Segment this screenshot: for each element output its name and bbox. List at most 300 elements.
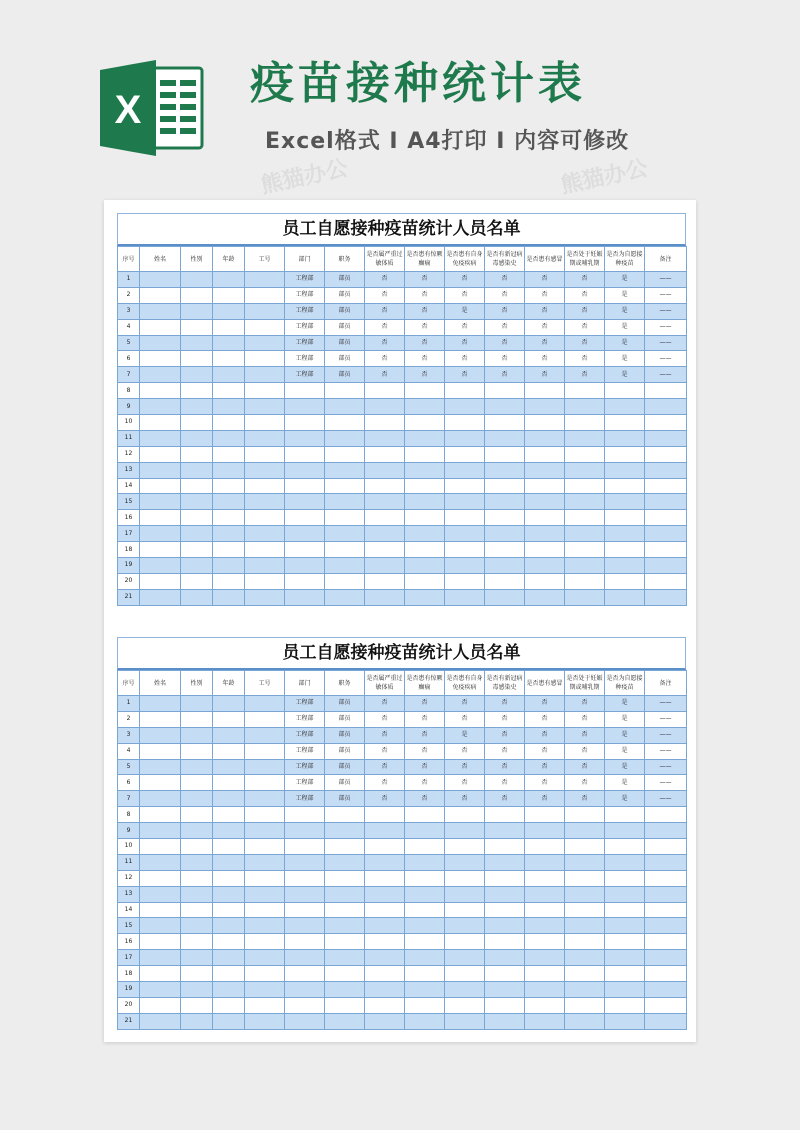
table-cell[interactable] [445,823,485,839]
table-cell[interactable] [645,542,687,558]
table-cell[interactable] [245,1013,285,1029]
table-cell[interactable] [525,415,565,431]
table-cell[interactable]: 否 [405,696,445,712]
table-cell[interactable] [365,573,405,589]
table-cell[interactable] [285,854,325,870]
table-cell[interactable]: 否 [445,319,485,335]
table-cell[interactable]: 否 [405,287,445,303]
table-cell[interactable] [285,526,325,542]
table-cell[interactable] [181,542,213,558]
table-cell[interactable] [365,558,405,574]
table-cell[interactable] [181,272,213,288]
table-cell[interactable]: —— [645,696,687,712]
table-cell[interactable] [605,510,645,526]
table-cell[interactable] [645,870,687,886]
table-cell[interactable]: 否 [525,367,565,383]
table-cell[interactable] [525,510,565,526]
table-cell[interactable]: 否 [365,775,405,791]
table-cell[interactable] [645,526,687,542]
table-cell[interactable] [213,589,245,605]
table-cell[interactable] [565,399,605,415]
table-cell[interactable] [213,1013,245,1029]
table-cell[interactable]: 否 [565,791,605,807]
table-cell[interactable] [645,510,687,526]
table-cell[interactable]: 11 [118,854,140,870]
table-cell[interactable] [325,966,365,982]
table-cell[interactable] [181,823,213,839]
table-cell[interactable] [645,589,687,605]
table-cell[interactable] [285,399,325,415]
table-cell[interactable] [325,573,365,589]
table-cell[interactable]: 是 [605,287,645,303]
table-cell[interactable] [565,886,605,902]
table-cell[interactable]: 部员 [325,287,365,303]
table-cell[interactable] [181,711,213,727]
table-cell[interactable] [605,854,645,870]
table-cell[interactable] [645,1013,687,1029]
table-cell[interactable] [445,446,485,462]
table-cell[interactable]: —— [645,351,687,367]
table-cell[interactable]: 21 [118,1013,140,1029]
table-cell[interactable] [365,870,405,886]
table-cell[interactable]: 否 [365,272,405,288]
table-cell[interactable] [285,589,325,605]
table-cell[interactable] [140,462,181,478]
table-cell[interactable]: —— [645,335,687,351]
table-cell[interactable] [445,510,485,526]
table-cell[interactable] [565,542,605,558]
table-cell[interactable] [565,823,605,839]
table-cell[interactable] [525,918,565,934]
table-cell[interactable] [565,918,605,934]
table-cell[interactable] [213,997,245,1013]
table-cell[interactable] [605,997,645,1013]
table-cell[interactable] [285,446,325,462]
table-cell[interactable]: —— [645,367,687,383]
table-cell[interactable]: 否 [405,351,445,367]
table-cell[interactable]: 否 [485,335,525,351]
table-cell[interactable] [140,727,181,743]
table-cell[interactable] [245,446,285,462]
table-cell[interactable] [645,966,687,982]
table-cell[interactable]: 否 [445,711,485,727]
table-cell[interactable] [325,918,365,934]
table-cell[interactable] [285,918,325,934]
table-cell[interactable] [405,383,445,399]
table-cell[interactable] [213,430,245,446]
table-cell[interactable] [140,886,181,902]
table-cell[interactable]: 工程部 [285,335,325,351]
table-cell[interactable] [445,430,485,446]
table-cell[interactable]: 工程部 [285,711,325,727]
table-cell[interactable] [213,854,245,870]
table-cell[interactable] [181,902,213,918]
table-cell[interactable] [285,886,325,902]
table-cell[interactable] [213,383,245,399]
table-cell[interactable] [140,982,181,998]
table-cell[interactable] [325,934,365,950]
table-cell[interactable] [245,272,285,288]
table-cell[interactable]: 否 [485,303,525,319]
table-cell[interactable] [140,526,181,542]
table-cell[interactable] [181,918,213,934]
table-cell[interactable]: 否 [485,775,525,791]
table-cell[interactable] [605,823,645,839]
table-cell[interactable] [645,823,687,839]
table-cell[interactable] [325,558,365,574]
table-cell[interactable] [365,510,405,526]
table-cell[interactable] [140,415,181,431]
table-cell[interactable] [365,383,405,399]
table-cell[interactable] [181,478,213,494]
table-cell[interactable] [325,902,365,918]
table-cell[interactable] [245,807,285,823]
table-cell[interactable] [181,494,213,510]
table-cell[interactable] [325,446,365,462]
table-cell[interactable] [445,982,485,998]
table-cell[interactable] [565,902,605,918]
table-cell[interactable] [213,886,245,902]
table-cell[interactable]: 20 [118,573,140,589]
table-cell[interactable]: 否 [525,791,565,807]
table-cell[interactable] [181,870,213,886]
table-cell[interactable]: 13 [118,462,140,478]
table-cell[interactable] [645,446,687,462]
table-cell[interactable]: 部员 [325,743,365,759]
table-cell[interactable] [485,494,525,510]
table-cell[interactable] [565,383,605,399]
table-cell[interactable] [140,446,181,462]
table-cell[interactable] [181,886,213,902]
table-cell[interactable] [525,886,565,902]
table-cell[interactable] [181,982,213,998]
table-cell[interactable]: —— [645,759,687,775]
table-cell[interactable] [140,367,181,383]
table-cell[interactable] [181,950,213,966]
table-cell[interactable] [140,902,181,918]
table-cell[interactable] [181,839,213,855]
table-cell[interactable] [485,934,525,950]
table-cell[interactable]: 否 [405,791,445,807]
table-cell[interactable] [213,415,245,431]
table-cell[interactable] [365,542,405,558]
table-cell[interactable]: 工程部 [285,791,325,807]
table-cell[interactable] [245,510,285,526]
table-cell[interactable]: 否 [405,367,445,383]
table-cell[interactable]: 部员 [325,367,365,383]
table-cell[interactable]: 否 [485,351,525,367]
table-cell[interactable] [445,573,485,589]
table-cell[interactable] [181,351,213,367]
table-cell[interactable] [365,839,405,855]
table-cell[interactable]: 否 [405,743,445,759]
table-cell[interactable] [445,870,485,886]
table-cell[interactable] [445,902,485,918]
table-cell[interactable] [485,399,525,415]
table-cell[interactable]: 工程部 [285,319,325,335]
table-cell[interactable] [245,367,285,383]
table-cell[interactable]: 否 [485,759,525,775]
table-cell[interactable] [213,399,245,415]
table-cell[interactable] [405,870,445,886]
table-cell[interactable] [405,854,445,870]
table-cell[interactable]: 部员 [325,775,365,791]
table-cell[interactable] [213,478,245,494]
table-cell[interactable] [565,807,605,823]
table-cell[interactable] [365,430,405,446]
table-cell[interactable] [325,478,365,494]
table-cell[interactable]: —— [645,727,687,743]
table-cell[interactable]: 2 [118,711,140,727]
table-cell[interactable] [645,383,687,399]
table-cell[interactable] [325,886,365,902]
table-cell[interactable]: 是 [445,727,485,743]
table-cell[interactable]: 6 [118,775,140,791]
table-cell[interactable] [405,934,445,950]
table-cell[interactable]: 否 [405,272,445,288]
table-cell[interactable]: 否 [405,335,445,351]
table-cell[interactable] [213,287,245,303]
table-cell[interactable]: 19 [118,982,140,998]
table-cell[interactable] [445,966,485,982]
table-cell[interactable] [485,997,525,1013]
table-cell[interactable] [365,1013,405,1029]
table-cell[interactable] [245,589,285,605]
table-cell[interactable] [245,934,285,950]
table-cell[interactable] [485,510,525,526]
table-cell[interactable] [525,399,565,415]
table-cell[interactable] [525,478,565,494]
table-cell[interactable] [365,494,405,510]
table-cell[interactable]: 否 [365,319,405,335]
table-cell[interactable] [445,886,485,902]
table-cell[interactable]: 否 [485,272,525,288]
table-cell[interactable] [213,335,245,351]
table-cell[interactable]: 否 [365,335,405,351]
table-cell[interactable]: 否 [485,743,525,759]
table-cell[interactable] [245,997,285,1013]
table-cell[interactable] [525,494,565,510]
table-cell[interactable] [445,542,485,558]
table-cell[interactable]: 7 [118,791,140,807]
table-cell[interactable] [445,934,485,950]
table-cell[interactable] [285,934,325,950]
table-cell[interactable]: 否 [525,743,565,759]
table-cell[interactable] [605,870,645,886]
table-cell[interactable] [325,807,365,823]
table-cell[interactable] [245,839,285,855]
table-cell[interactable] [485,870,525,886]
table-cell[interactable] [285,823,325,839]
table-cell[interactable] [181,319,213,335]
table-cell[interactable] [181,743,213,759]
table-cell[interactable]: 是 [605,303,645,319]
table-cell[interactable] [485,446,525,462]
table-cell[interactable]: 否 [445,351,485,367]
table-cell[interactable] [605,478,645,494]
table-cell[interactable]: 17 [118,526,140,542]
table-cell[interactable] [445,918,485,934]
table-cell[interactable] [525,966,565,982]
table-cell[interactable] [140,775,181,791]
table-cell[interactable] [245,335,285,351]
table-cell[interactable] [245,966,285,982]
table-cell[interactable] [245,415,285,431]
table-cell[interactable]: 否 [565,759,605,775]
table-cell[interactable] [213,367,245,383]
table-cell[interactable] [245,558,285,574]
table-cell[interactable] [365,589,405,605]
table-cell[interactable] [565,1013,605,1029]
table-cell[interactable] [645,462,687,478]
table-cell[interactable]: 否 [445,791,485,807]
table-cell[interactable] [605,526,645,542]
table-cell[interactable] [245,573,285,589]
table-cell[interactable] [605,430,645,446]
table-cell[interactable]: 否 [365,727,405,743]
table-cell[interactable] [285,966,325,982]
table-cell[interactable] [605,558,645,574]
table-cell[interactable]: 是 [605,743,645,759]
table-cell[interactable] [245,430,285,446]
table-cell[interactable] [525,902,565,918]
table-cell[interactable]: 部员 [325,791,365,807]
table-cell[interactable] [485,823,525,839]
table-cell[interactable]: 否 [565,287,605,303]
table-cell[interactable] [140,839,181,855]
table-cell[interactable]: 否 [525,775,565,791]
table-cell[interactable] [485,902,525,918]
table-cell[interactable] [565,478,605,494]
table-cell[interactable]: 部员 [325,319,365,335]
table-cell[interactable] [645,399,687,415]
table-cell[interactable]: 工程部 [285,759,325,775]
table-cell[interactable]: 1 [118,696,140,712]
table-cell[interactable] [245,303,285,319]
table-cell[interactable] [485,573,525,589]
table-cell[interactable] [245,727,285,743]
table-cell[interactable]: 否 [365,351,405,367]
table-cell[interactable] [213,759,245,775]
table-cell[interactable] [213,791,245,807]
table-cell[interactable]: 19 [118,558,140,574]
table-cell[interactable] [445,807,485,823]
table-cell[interactable] [140,351,181,367]
table-cell[interactable] [605,542,645,558]
table-cell[interactable] [445,415,485,431]
table-cell[interactable] [325,854,365,870]
table-cell[interactable] [445,558,485,574]
table-cell[interactable] [405,823,445,839]
table-cell[interactable] [181,791,213,807]
table-cell[interactable] [181,807,213,823]
table-cell[interactable]: 部员 [325,759,365,775]
table-cell[interactable] [325,383,365,399]
table-cell[interactable] [140,918,181,934]
table-cell[interactable]: 否 [405,319,445,335]
table-cell[interactable] [181,510,213,526]
table-cell[interactable]: 部员 [325,711,365,727]
table-cell[interactable]: 7 [118,367,140,383]
table-cell[interactable]: 8 [118,807,140,823]
table-cell[interactable] [525,430,565,446]
table-cell[interactable] [181,367,213,383]
table-cell[interactable]: 15 [118,918,140,934]
table-cell[interactable]: 6 [118,351,140,367]
table-cell[interactable]: 是 [605,335,645,351]
table-cell[interactable] [485,854,525,870]
table-cell[interactable] [213,319,245,335]
table-cell[interactable] [285,982,325,998]
table-cell[interactable]: 是 [605,727,645,743]
table-cell[interactable] [405,966,445,982]
table-cell[interactable] [213,839,245,855]
table-cell[interactable]: —— [645,743,687,759]
table-cell[interactable] [245,399,285,415]
table-cell[interactable] [405,886,445,902]
table-cell[interactable] [645,950,687,966]
table-cell[interactable] [325,510,365,526]
table-cell[interactable] [181,934,213,950]
table-cell[interactable] [140,272,181,288]
table-cell[interactable]: 否 [485,367,525,383]
table-cell[interactable] [181,415,213,431]
table-cell[interactable]: 否 [365,303,405,319]
table-cell[interactable]: 14 [118,478,140,494]
table-cell[interactable] [485,966,525,982]
table-cell[interactable] [325,997,365,1013]
table-cell[interactable] [325,494,365,510]
table-cell[interactable] [285,430,325,446]
table-cell[interactable] [325,823,365,839]
table-cell[interactable]: 否 [525,711,565,727]
table-cell[interactable]: —— [645,287,687,303]
table-cell[interactable]: 否 [365,759,405,775]
table-cell[interactable] [605,950,645,966]
table-cell[interactable] [525,542,565,558]
table-cell[interactable] [365,997,405,1013]
table-cell[interactable] [213,918,245,934]
table-cell[interactable] [405,839,445,855]
table-cell[interactable]: 否 [525,335,565,351]
table-cell[interactable]: 否 [565,711,605,727]
table-cell[interactable] [140,823,181,839]
table-cell[interactable] [605,573,645,589]
table-cell[interactable] [605,462,645,478]
table-cell[interactable] [565,589,605,605]
table-cell[interactable] [445,399,485,415]
table-cell[interactable] [365,526,405,542]
table-cell[interactable] [645,918,687,934]
table-cell[interactable] [405,997,445,1013]
table-cell[interactable] [405,399,445,415]
table-cell[interactable]: 部员 [325,351,365,367]
table-cell[interactable] [213,494,245,510]
table-cell[interactable]: 10 [118,839,140,855]
table-cell[interactable]: 5 [118,335,140,351]
table-cell[interactable]: 否 [565,335,605,351]
table-cell[interactable] [285,839,325,855]
table-cell[interactable] [140,807,181,823]
table-cell[interactable] [645,839,687,855]
table-cell[interactable]: 否 [525,272,565,288]
table-cell[interactable] [605,807,645,823]
table-cell[interactable] [245,791,285,807]
table-cell[interactable]: 10 [118,415,140,431]
table-cell[interactable]: 否 [525,727,565,743]
table-cell[interactable] [485,589,525,605]
table-cell[interactable] [645,573,687,589]
